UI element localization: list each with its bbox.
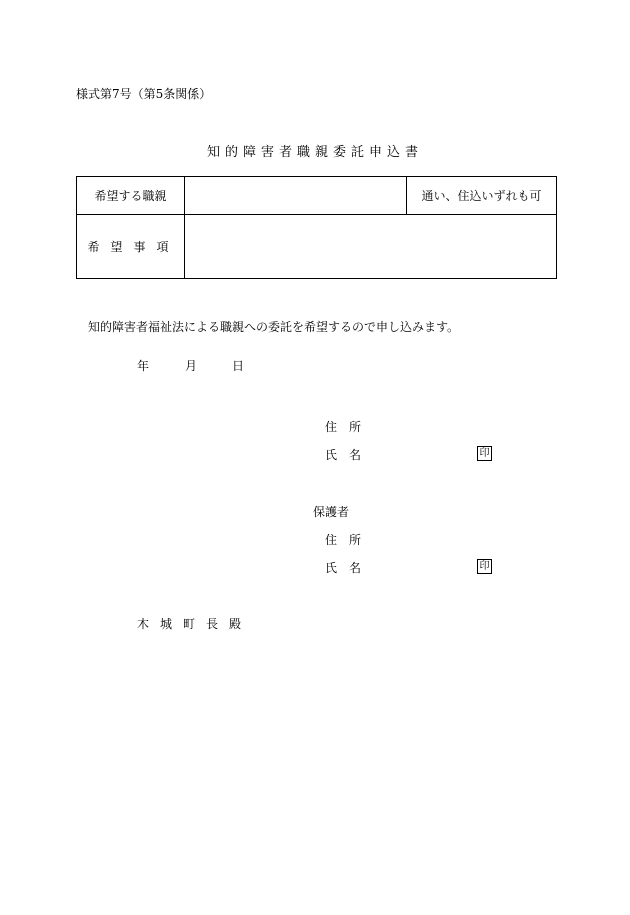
- application-table: [76, 176, 557, 279]
- requests-field[interactable]: [185, 215, 557, 279]
- application-statement: 知的障害者福祉法による職親への委託を希望するので申し込みます。: [88, 320, 460, 334]
- desired-foster-employer-field[interactable]: [185, 177, 407, 215]
- applicant-seal-mark: 印: [477, 446, 492, 461]
- applicant-address-label: 住 所: [325, 420, 362, 434]
- guardian-name-label: 氏 名: [325, 561, 362, 575]
- commute-or-live-in-note: 通い、住込いずれも可: [407, 177, 557, 215]
- applicant-name-label: 氏 名: [325, 448, 362, 462]
- guardian-heading: 保護者: [313, 505, 350, 519]
- guardian-seal-mark: 印: [477, 559, 492, 574]
- table-row: [77, 177, 557, 215]
- date-year-label: 年: [137, 359, 150, 373]
- table-row: [77, 215, 557, 279]
- document-title: 知的障害者職親委託申込書: [206, 145, 423, 160]
- addressee: 木城町長殿: [137, 617, 253, 631]
- guardian-address-label: 住 所: [325, 533, 362, 547]
- form-number: 様式第7号（第5条関係）: [76, 87, 212, 101]
- requests-label: 希望事項: [77, 215, 185, 279]
- date-day-label: 日: [232, 359, 245, 373]
- desired-foster-employer-label: 希望する職親: [77, 177, 185, 215]
- date-month-label: 月: [185, 359, 198, 373]
